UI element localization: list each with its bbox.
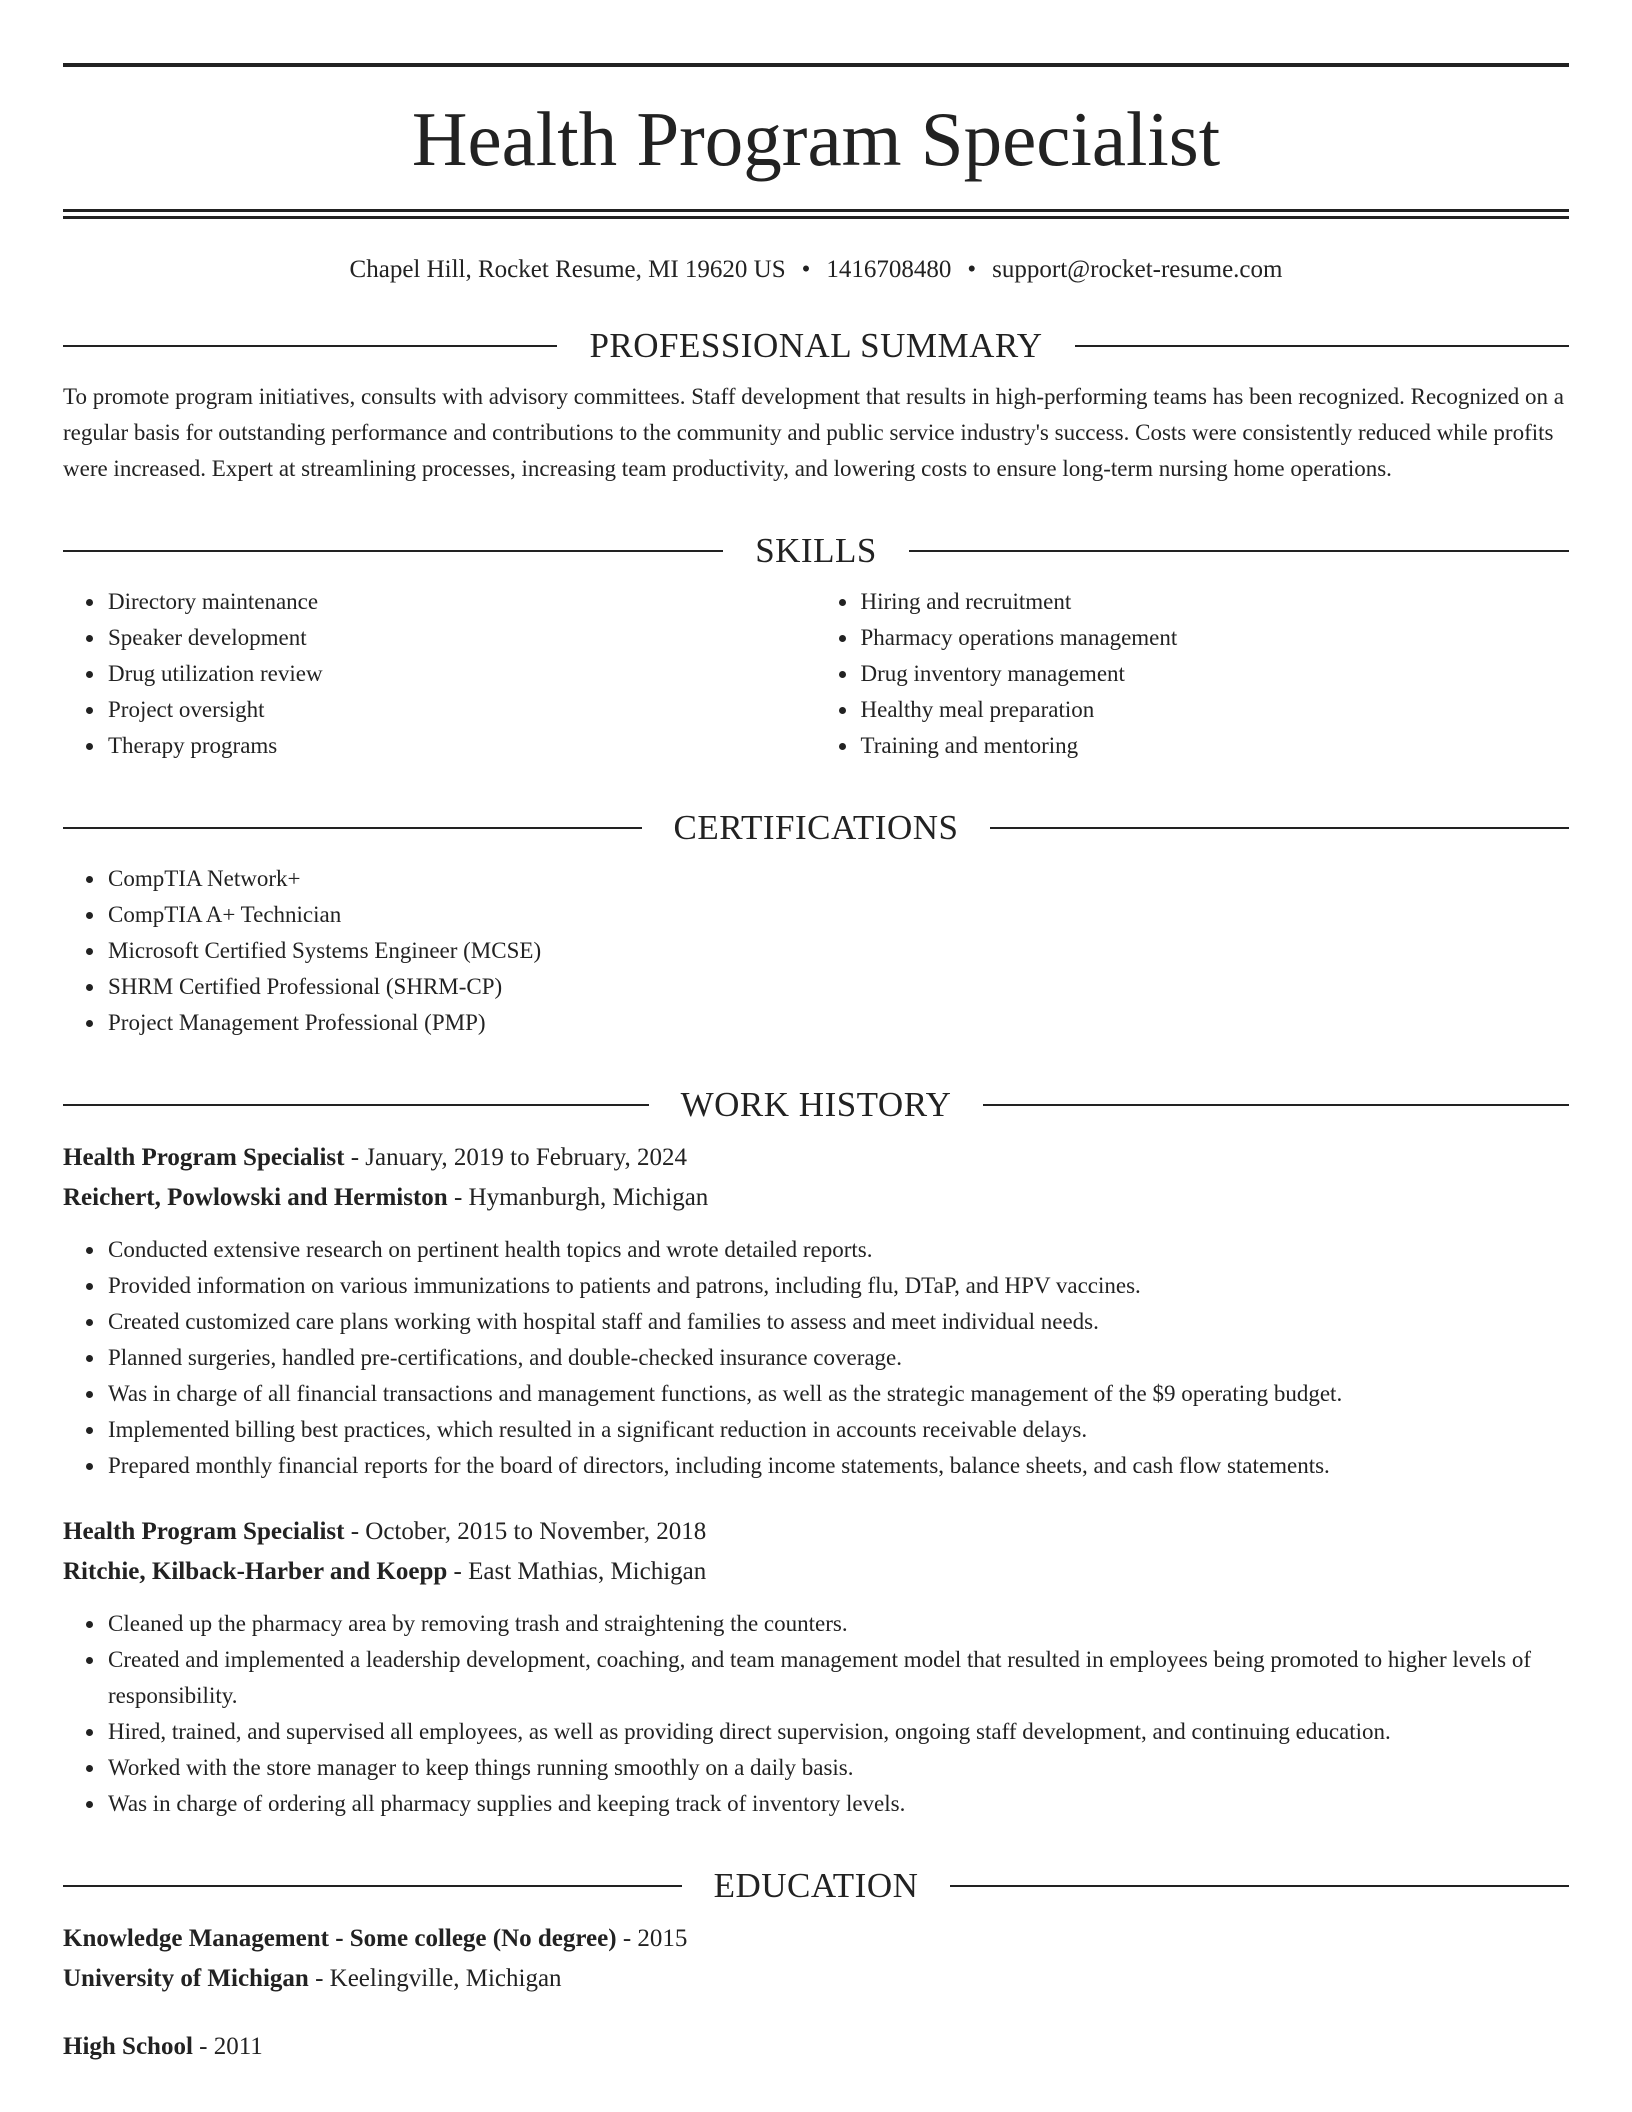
skill-item: • Project oversight <box>106 692 817 728</box>
job-bullet: • Planned surgeries, handled pre-certifications, and double-checked insurance coverage. <box>106 1340 1569 1376</box>
divider-line <box>909 550 1569 552</box>
skill-item: • Drug utilization review <box>106 656 817 692</box>
education-school-line <box>63 1959 1569 1999</box>
job-bullet: • Was in charge of ordering all pharmacy supplies and keeping track of inventory levels. <box>106 1786 1569 1822</box>
job-dates: - January, 2019 to February, 2024 <box>344 1144 687 1171</box>
education-location: - Keelingville, Michigan <box>308 1965 562 1992</box>
job-bullet: • Implemented billing best practices, which resulted in a significant reduction in accounts receivable delays. <box>106 1412 1569 1448</box>
skill-item: • Pharmacy operations management <box>859 620 1570 656</box>
job-bullet: • Provided information on various immunizations to patients and patrons, including flu, DTaP, and HPV vaccines. <box>106 1268 1569 1304</box>
divider-line <box>63 550 723 552</box>
skills-grid <box>63 584 1569 764</box>
job-location: - Hymanburgh, Michigan <box>447 1184 709 1211</box>
skill-item: • Drug inventory management <box>859 656 1570 692</box>
summary-heading: PROFESSIONAL SUMMARY <box>589 326 1043 365</box>
contact-line <box>63 257 1569 282</box>
education-year: - 2015 <box>616 1925 688 1952</box>
work-heading: WORK HISTORY <box>680 1085 952 1124</box>
certification-item: • Microsoft Certified Systems Engineer (MCSE) <box>106 933 1569 969</box>
education-year: - 2011 <box>192 2033 263 2060</box>
job-dates: - October, 2015 to November, 2018 <box>344 1518 707 1545</box>
certification-item: • Project Management Professional (PMP) <box>106 1005 1569 1041</box>
job-entry <box>63 1512 1569 1822</box>
job-title: Health Program Specialist <box>63 1518 345 1545</box>
divider-line <box>63 1885 682 1887</box>
contact-address: Chapel Hill, Rocket Resume, MI 19620 US <box>349 256 786 283</box>
contact-email[interactable]: support@rocket-resume.com <box>992 256 1283 283</box>
job-title-line <box>63 1512 1569 1552</box>
certification-item: • CompTIA Network+ <box>106 861 1569 897</box>
work-section-header <box>63 1087 1569 1122</box>
job-company-line <box>63 1552 1569 1592</box>
job-bullet: • Prepared monthly financial reports for the board of directors, including income statements, balance sheets, and cash flow statements. <box>106 1448 1569 1484</box>
job-bullet: • Hired, trained, and supervised all employees, as well as providing direct supervision, ongoing staff development, and continuing education. <box>106 1714 1569 1750</box>
job-bullet: • Was in charge of all financial transactions and management functions, as well as the strategic management of the $9 operating budget. <box>106 1376 1569 1412</box>
certifications-section-header <box>63 810 1569 845</box>
skill-item: • Speaker development <box>106 620 817 656</box>
summary-text: To promote program initiatives, consults with advisory committees. Staff development that results in high-performing teams has been recognized. Recognized on a regular basis for outstanding performance and contributions to the community and public service industry's success. Costs were consistently reduced while profits were increased. Expert at streamlining processes, increasing team productivity, and lowering costs to ensure long-term nursing home operations. <box>63 384 1564 481</box>
education-entry <box>63 1919 1569 1999</box>
job-bullets <box>63 1606 1569 1822</box>
education-degree: Knowledge Management - Some college (No degree) <box>63 1925 617 1952</box>
education-degree: High School <box>63 2033 193 2060</box>
education-degree-line <box>63 1919 1569 1959</box>
skills-list-left <box>63 584 817 764</box>
contact-separator: • <box>801 256 811 283</box>
education-entry <box>63 2027 1569 2067</box>
divider-line <box>63 345 557 347</box>
certifications-heading: CERTIFICATIONS <box>673 808 959 847</box>
divider-line <box>990 827 1569 829</box>
certification-item: • CompTIA A+ Technician <box>106 897 1569 933</box>
job-title: Health Program Specialist <box>63 1144 345 1171</box>
summary-section-header <box>63 328 1569 363</box>
education-section-header <box>63 1868 1569 1903</box>
skills-section-header <box>63 533 1569 568</box>
education-heading: EDUCATION <box>713 1866 919 1905</box>
title-double-rule <box>63 209 1569 219</box>
skill-item: • Directory maintenance <box>106 584 817 620</box>
certifications-list <box>63 861 1569 1041</box>
divider-line <box>63 827 642 829</box>
divider-line <box>983 1104 1569 1106</box>
job-company: Ritchie, Kilback-Harber and Koepp <box>63 1558 448 1585</box>
education-degree-line <box>63 2027 1569 2067</box>
job-bullet: • Created customized care plans working with hospital staff and families to assess and meet individual needs. <box>106 1304 1569 1340</box>
job-bullets <box>63 1232 1569 1484</box>
skill-item: • Hiring and recruitment <box>859 584 1570 620</box>
job-bullet: • Conducted extensive research on pertinent health topics and wrote detailed reports. <box>106 1232 1569 1268</box>
divider-line <box>63 1104 649 1106</box>
skills-heading: SKILLS <box>755 531 877 570</box>
skills-list-right <box>817 584 1570 764</box>
job-bullet: • Created and implemented a leadership development, coaching, and team management model that resulted in employees being promoted to higher levels of responsibility. <box>106 1642 1569 1714</box>
job-bullet: • Worked with the store manager to keep things running smoothly on a daily basis. <box>106 1750 1569 1786</box>
job-entry <box>63 1138 1569 1484</box>
certification-item: • SHRM Certified Professional (SHRM-CP) <box>106 969 1569 1005</box>
contact-separator: • <box>967 256 977 283</box>
resume-title: Health Program Specialist <box>411 96 1221 182</box>
job-bullet: • Cleaned up the pharmacy area by removing trash and straightening the counters. <box>106 1606 1569 1642</box>
skill-item: • Training and mentoring <box>859 728 1570 764</box>
job-company-line <box>63 1178 1569 1218</box>
education-school: University of Michigan <box>63 1965 309 1992</box>
divider-line <box>950 1885 1569 1887</box>
job-title-line <box>63 1138 1569 1178</box>
top-rule <box>63 63 1569 67</box>
job-location: - East Mathias, Michigan <box>447 1558 707 1585</box>
contact-phone: 1416708480 <box>826 256 952 283</box>
skill-item: • Therapy programs <box>106 728 817 764</box>
job-company: Reichert, Powlowski and Hermiston <box>63 1184 448 1211</box>
divider-line <box>1075 345 1569 347</box>
skill-item: • Healthy meal preparation <box>859 692 1570 728</box>
